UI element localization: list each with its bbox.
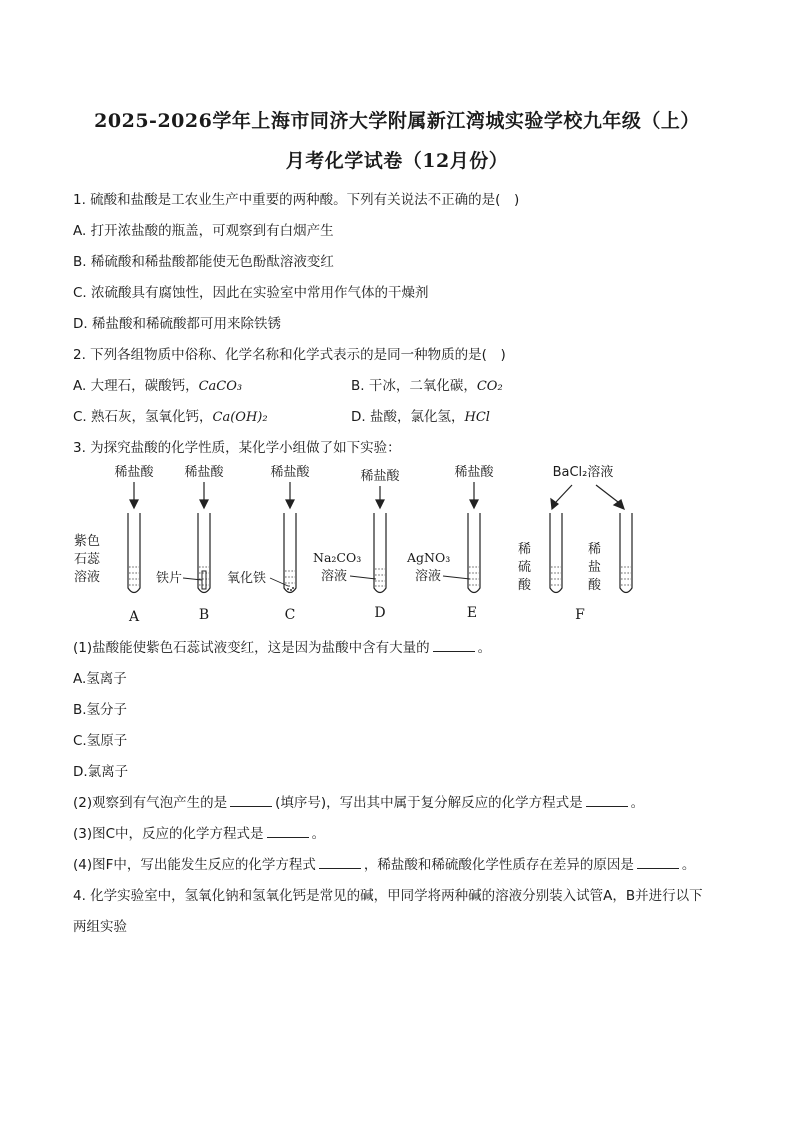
tube-d: [374, 513, 386, 593]
tube-letter-b: B: [198, 607, 210, 623]
q2-option-b-text: B. 干冰，二氧化碳，: [351, 378, 477, 394]
tube-letter-f: F: [575, 607, 585, 623]
label-f2-line2: 盐: [588, 560, 602, 575]
q3-sub1: [73, 636, 491, 656]
q3-sub2-a: (2)观察到有气泡产生的是: [73, 795, 228, 811]
q3-sub4-b: ，稀盐酸和稀硫酸化学性质存在差异的原因是: [363, 857, 634, 873]
test-tubes: [128, 513, 632, 593]
q2-stem: 2. 下列各组物质中俗称、化学名称和化学式表示的是同一种物质的是( ): [73, 347, 506, 363]
answer-blank[interactable]: [586, 794, 628, 807]
q2-option-d-formula: HCl: [464, 410, 490, 425]
label-d-line1: Na₂CO₃: [313, 550, 362, 565]
q3-sub1-text: (1)盐酸能使紫色石蕊试液变红，这是因为盐酸中含有大量的: [73, 640, 430, 656]
label-a-line3: 溶液: [74, 570, 101, 585]
q4-stem-line2: 两组实验: [73, 919, 127, 935]
answer-blank[interactable]: [433, 639, 475, 652]
label-e-line2: 溶液: [415, 569, 442, 584]
iron-oxide-powder: [287, 585, 294, 591]
q3-sub2: [73, 791, 644, 811]
liquids: [129, 567, 631, 586]
experiment-figure: [0, 455, 794, 627]
q4-stem-line1: 4. 化学实验室中，氢氧化钠和氢氧化钙是常见的碱，甲同学将两种碱的溶液分别装入试管A，B并进行以下: [73, 888, 703, 904]
label-c: 氧化铁: [227, 571, 267, 586]
tube-letter-a: A: [128, 609, 140, 625]
label-a-line1: 紫色: [74, 534, 101, 549]
tube-c: [284, 513, 296, 593]
label-f1-line3: 酸: [518, 578, 532, 593]
label-f2-line1: 稀: [588, 542, 602, 557]
q3-sub2-end: 。: [630, 795, 645, 811]
q2-option-c-text: C. 熟石灰，氢氧化钙，: [73, 409, 213, 425]
q3-sub3: [73, 822, 325, 842]
q3-sub4-end: 。: [681, 857, 696, 873]
answer-blank[interactable]: [230, 794, 272, 807]
page-subtitle: 月考化学试卷（12月份）: [285, 150, 509, 172]
q2-option-c-formula: Ca(OH)₂: [212, 410, 268, 425]
q2-option-a-formula: CaCO₃: [198, 379, 243, 394]
tube-a: [128, 513, 140, 593]
q2-option-a: [73, 374, 242, 394]
q2-option-a-text: A. 大理石，碳酸钙，: [73, 378, 199, 394]
reagent-label-c: 稀盐酸: [270, 465, 310, 480]
label-d-line2: 溶液: [321, 569, 348, 584]
answer-blank[interactable]: [637, 856, 679, 869]
label-f2-line3: 酸: [588, 578, 602, 593]
q3-sub1-option-c: C.氢原子: [73, 733, 128, 749]
q3-sub4-a: (4)图F中，写出能发生反应的化学方程式: [73, 857, 316, 873]
label-f1-line2: 硫: [518, 560, 532, 575]
q3-sub3-a: (3)图C中，反应的化学方程式是: [73, 826, 264, 842]
tube-letter-d: D: [374, 605, 386, 621]
reagent-label-d: 稀盐酸: [360, 469, 400, 484]
tube-f2: [620, 513, 632, 593]
tube-f1: [550, 513, 562, 593]
answer-blank[interactable]: [267, 825, 309, 838]
q2-option-d: [351, 405, 490, 425]
page-title: 2025-2026学年上海市同济大学附属新江湾城实验学校九年级（上）: [94, 110, 700, 132]
q2-option-c: [73, 405, 268, 425]
label-e-line1: AgNO₃: [407, 550, 451, 565]
reagent-label-e: 稀盐酸: [454, 465, 494, 480]
label-a-line2: 石蕊: [74, 552, 101, 567]
q1-option-c: C. 浓硫酸具有腐蚀性，因此在实验室中常用作气体的干燥剂: [73, 285, 429, 301]
q1-option-d: D. 稀盐酸和稀硫酸都可用来除铁锈: [73, 316, 281, 332]
q3-sub1-option-b: B.氢分子: [73, 702, 128, 718]
answer-blank[interactable]: [319, 856, 361, 869]
q1-stem: 1. 硫酸和盐酸是工农业生产中重要的两种酸。下列有关说法不正确的是( ): [73, 192, 520, 208]
q3-stem: 3. 为探究盐酸的化学性质，某化学小组做了如下实验：: [73, 440, 401, 456]
q3-sub4: [73, 853, 695, 873]
label-b: 铁片: [156, 571, 183, 586]
tube-letter-c: C: [284, 607, 296, 623]
label-f1-line1: 稀: [518, 542, 532, 557]
tube-b: [198, 513, 210, 593]
q3-sub2-b: (填序号)，写出其中属于复分解反应的化学方程式是: [275, 795, 583, 811]
q3-sub1-end: 。: [477, 640, 492, 656]
q3-sub1-option-a: A.氢离子: [73, 671, 127, 687]
reagent-label-a: 稀盐酸: [114, 465, 154, 480]
q2-option-b-formula: CO₂: [476, 379, 503, 394]
q3-sub3-end: 。: [311, 826, 326, 842]
q2-option-b: [351, 374, 503, 394]
q3-sub1-option-d: D.氯离子: [73, 764, 129, 780]
iron-sheet: [202, 571, 206, 589]
q1-option-a: A. 打开浓盐酸的瓶盖，可观察到有白烟产生: [73, 223, 334, 239]
reagent-label-b: 稀盐酸: [184, 465, 224, 480]
tube-letter-e: E: [466, 605, 478, 621]
tube-e: [468, 513, 480, 593]
q1-option-b: B. 稀硫酸和稀盐酸都能使无色酚酞溶液变红: [73, 254, 334, 270]
arrows: [130, 482, 624, 509]
q2-option-d-text: D. 盐酸，氯化氢，: [351, 409, 465, 425]
reagent-label-f: BaCl₂溶液: [552, 465, 614, 480]
